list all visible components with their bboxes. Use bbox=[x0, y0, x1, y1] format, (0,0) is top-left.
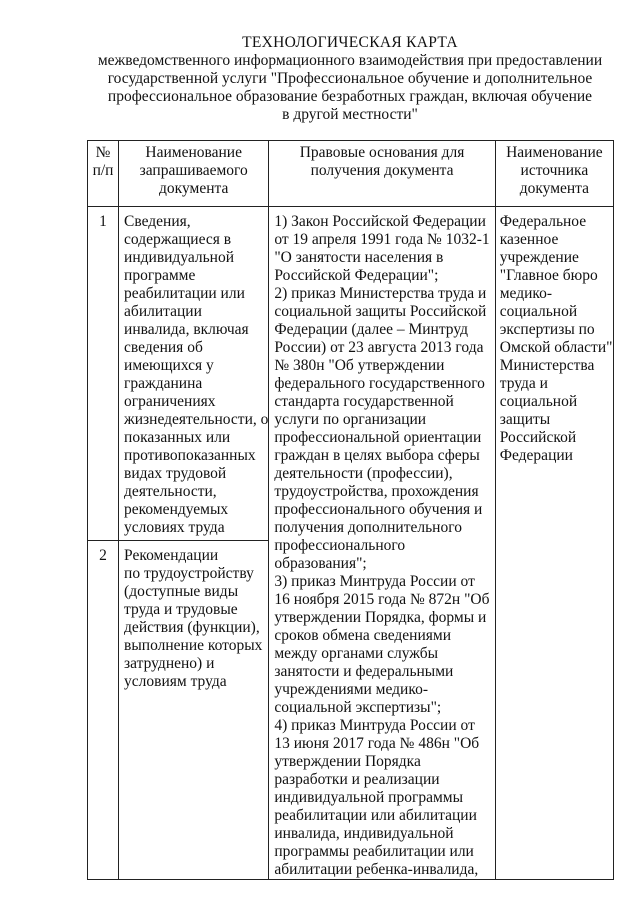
cell-line: учреждениями медико- bbox=[274, 681, 428, 698]
cell-line: Российской Федерации"; bbox=[274, 267, 439, 284]
cell-line: содержащиеся в bbox=[124, 231, 232, 248]
row-number: 2 bbox=[88, 541, 119, 880]
header-line: Наименование bbox=[145, 144, 242, 161]
cell-line: абилитации ребенка-инвалида, bbox=[274, 861, 479, 878]
document-title-block bbox=[80, 34, 620, 124]
cell-line: Федерации (далее – Минтруд bbox=[274, 321, 469, 338]
cell-line: утверждении Порядка, формы и bbox=[274, 609, 487, 626]
cell-line: от 19 апреля 1991 года № 1032-1 bbox=[274, 231, 490, 248]
cell-line: ограничениях bbox=[124, 393, 216, 410]
cell-line: утверждении Порядка bbox=[274, 753, 421, 770]
header-line: запрашиваемого bbox=[139, 162, 248, 179]
header-line: документа bbox=[519, 180, 590, 197]
cell-line: Омской области" bbox=[499, 339, 613, 356]
cell-line: социальной защиты Российской bbox=[274, 303, 487, 320]
cell-line: 13 июня 2017 года № 486н "Об bbox=[274, 735, 480, 752]
document-subtitle-line: межведомственного информационного взаимодействия при предоставлении bbox=[97, 52, 603, 69]
cell-line: инвалида, индивидуальной bbox=[274, 825, 454, 842]
legal-basis-cell bbox=[269, 207, 495, 880]
cell-line: 16 ноября 2015 года № 872н "Об bbox=[274, 591, 490, 608]
cell-line: экспертизы по bbox=[499, 321, 595, 338]
cell-line: труда и трудовые bbox=[124, 601, 238, 619]
cell-line: действия (функции), bbox=[124, 619, 260, 637]
header-line: № bbox=[95, 144, 111, 161]
cell-line: 3) приказ Минтруда России от bbox=[274, 573, 475, 590]
cell-line: условиях труда bbox=[124, 519, 225, 536]
cell-line: сведения об bbox=[124, 339, 203, 356]
header-line: Правовые основания для bbox=[299, 144, 465, 161]
cell-line: Федеральное bbox=[499, 213, 587, 230]
cell-line: "Главное бюро bbox=[499, 267, 598, 284]
interaction-table bbox=[87, 140, 614, 880]
cell-line: видах трудовой bbox=[124, 465, 227, 482]
cell-line: социальной экспертизы"; bbox=[274, 699, 442, 716]
cell-line: индивидуальной bbox=[124, 249, 235, 266]
cell-line: индивидуальной программы bbox=[274, 789, 463, 806]
cell-line: профессионального bbox=[274, 537, 406, 554]
cell-line: граждан в целях выбора сферы bbox=[274, 447, 480, 464]
source-cell bbox=[495, 207, 613, 880]
cell-line: 4) приказ Минтруда России от bbox=[274, 717, 475, 734]
cell-line: стандарта государственной bbox=[274, 393, 454, 410]
cell-line: профессиональной ориентации bbox=[274, 429, 482, 446]
cell-line: между органами службы bbox=[274, 645, 439, 662]
cell-line: гражданина bbox=[124, 375, 203, 392]
cell-line: абилитации bbox=[124, 303, 202, 320]
cell-line: трудоустройства, прохождения bbox=[274, 483, 479, 500]
cell-line: противопоказанных bbox=[124, 447, 256, 464]
cell-line: программе bbox=[124, 267, 196, 284]
cell-line: (доступные виды bbox=[124, 583, 239, 601]
cell-line: имеющихся у bbox=[124, 357, 214, 374]
cell-line: 2) приказ Министерства труда и bbox=[274, 285, 487, 302]
requested-document-cell bbox=[119, 541, 269, 880]
cell-line: рекомендуемых bbox=[124, 501, 229, 518]
table-row bbox=[88, 207, 614, 541]
header-line: источника bbox=[520, 162, 589, 179]
cell-line: Сведения, bbox=[124, 213, 191, 230]
cell-line: федерального государственного bbox=[274, 375, 485, 392]
header-document-name bbox=[119, 141, 269, 207]
document-subtitle-line: в другой местности" bbox=[282, 106, 418, 123]
cell-line: сроков обмена сведениями bbox=[274, 627, 451, 644]
document-subtitle-line: государственной услуги "Профессиональное обучение и дополнительное bbox=[107, 70, 593, 87]
table-header-row bbox=[88, 141, 614, 207]
cell-line: "О занятости населения в bbox=[274, 249, 444, 266]
cell-line: реабилитации или абилитации bbox=[274, 807, 477, 824]
cell-line: медико- bbox=[499, 285, 553, 302]
cell-line: деятельности, bbox=[124, 483, 217, 500]
header-line: п/п bbox=[92, 162, 114, 179]
cell-line: деятельности (профессии), bbox=[274, 465, 453, 482]
cell-line: труда и bbox=[499, 375, 548, 392]
cell-line: услуги по организации bbox=[274, 411, 427, 428]
cell-line: жизнедеятельности, о bbox=[124, 411, 269, 428]
cell-line: программы реабилитации или bbox=[274, 843, 474, 860]
cell-line: защиты bbox=[499, 411, 551, 428]
cell-line: учреждение bbox=[499, 249, 579, 266]
cell-line: Российской bbox=[499, 429, 577, 446]
cell-line: выполнение которых bbox=[124, 637, 263, 655]
cell-line: образования"; bbox=[274, 555, 367, 572]
header-source-name bbox=[495, 141, 613, 207]
cell-line: России) от 23 августа 2013 года bbox=[274, 339, 484, 356]
cell-line: социальной bbox=[499, 303, 578, 320]
requested-document-cell bbox=[119, 207, 269, 541]
document-title: ТЕХНОЛОГИЧЕСКАЯ КАРТА bbox=[242, 34, 458, 51]
cell-line: казенное bbox=[499, 231, 559, 248]
cell-line: затруднено) и bbox=[124, 655, 215, 673]
cell-line: по трудоустройству bbox=[124, 565, 254, 583]
header-line: получения документа bbox=[310, 162, 454, 179]
cell-line: получения дополнительного bbox=[274, 519, 462, 536]
cell-line: 1) Закон Российской Федерации bbox=[274, 213, 486, 230]
cell-line: Рекомендации bbox=[124, 547, 219, 565]
interaction-table-container bbox=[87, 140, 614, 878]
cell-line: инвалида, включая bbox=[124, 321, 249, 338]
cell-line: профессионального обучения и bbox=[274, 501, 483, 518]
cell-line: реабилитации или bbox=[124, 285, 245, 302]
cell-line: социальной bbox=[499, 393, 578, 410]
header-number bbox=[88, 141, 119, 207]
cell-line: показанных или bbox=[124, 429, 231, 446]
document-subtitle-line: профессиональное образование безработных граждан, включая обучение bbox=[107, 88, 593, 105]
header-legal-basis bbox=[269, 141, 495, 207]
cell-line: № 380н "Об утверждении bbox=[274, 357, 445, 374]
cell-line: Министерства bbox=[499, 357, 595, 374]
cell-line: условиям труда bbox=[124, 673, 227, 691]
cell-line: занятости и федеральными bbox=[274, 663, 454, 680]
cell-line: разработки и реализации bbox=[274, 771, 440, 788]
cell-line: Федерации bbox=[499, 447, 573, 464]
header-line: Наименование bbox=[506, 144, 603, 161]
row-number: 1 bbox=[88, 207, 119, 541]
header-line: документа bbox=[159, 180, 229, 197]
